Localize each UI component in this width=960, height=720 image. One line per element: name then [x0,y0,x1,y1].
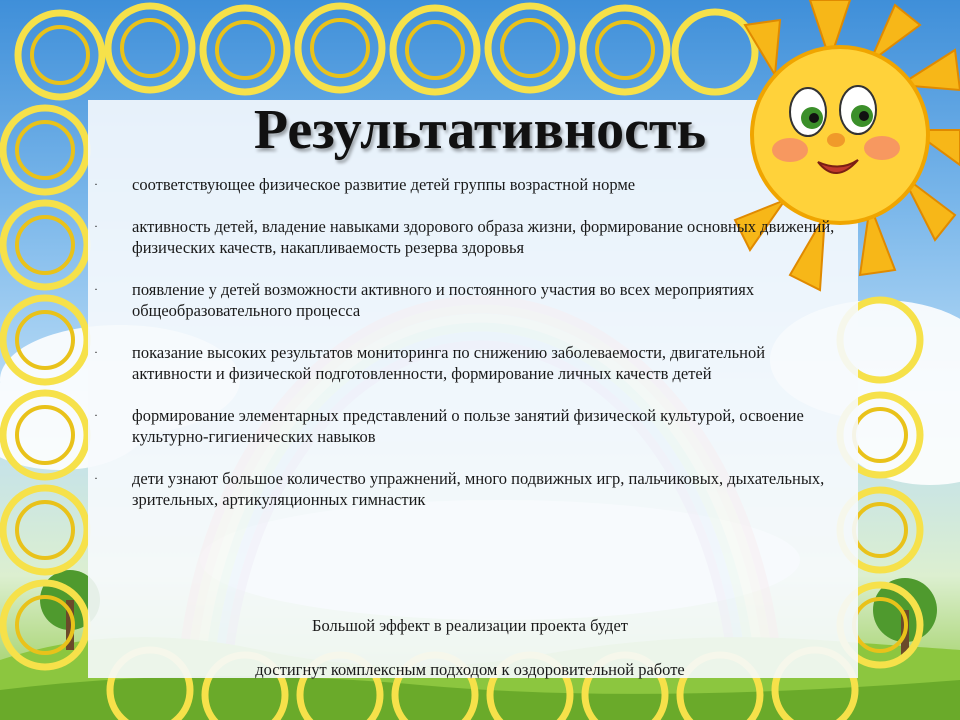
list-item-text: появление у детей возможности активного и постоянного участия во всех мероприятиях общеобразовательного процесса [132,280,755,320]
list-item-text: дети узнают большое количество упражнений, много подвижных игр, пальчиковых, дыхательных, зрительных, артикуляционных гимнастик [132,469,825,509]
list-item [92,468,848,510]
bullet-marker: · [94,345,98,359]
slide-title: Результативность [253,99,707,161]
bullet-marker: · [94,219,98,233]
list-item [92,174,848,195]
bullet-marker: · [94,408,98,422]
list-item [92,279,848,321]
list-item [92,342,848,384]
footer-line-2: достигнут комплексным подходом к оздоровительной работе [255,660,685,679]
list-item-text: активность детей, владение навыками здорового образа жизни, формирование основных движений, физических качеств, накапливаемость резерва здоровья [132,217,835,257]
footer-line-1: Большой эффект в реализации проекта будет [311,616,628,635]
bullet-marker: · [94,177,98,191]
list-item-text: формирование элементарных представлений о пользе занятий физической культурой, освоение культурно-гигиенических навыков [132,406,804,446]
results-list [92,174,848,531]
list-item [92,216,848,258]
list-item-text: соответствующее физическое развитие детей группы возрастной норме [132,175,636,194]
list-item [92,405,848,447]
list-item-text: показание высоких результатов мониторинга по снижению заболеваемости, двигательной активности и физической подготовленности, формирование личных качеств детей [132,343,766,383]
bullet-marker: · [94,471,98,485]
bullet-marker: · [94,282,98,296]
